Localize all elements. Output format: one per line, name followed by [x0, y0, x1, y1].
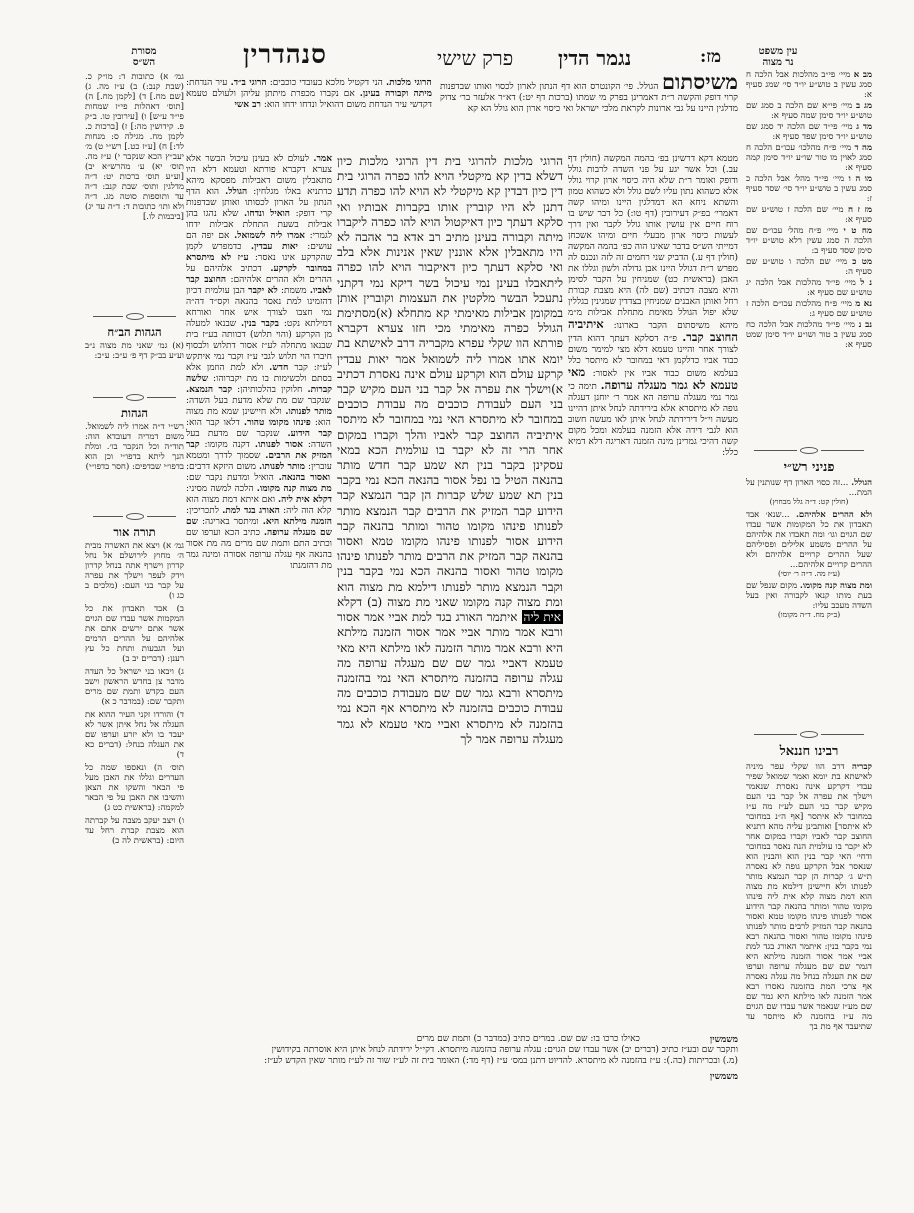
ein-entry-text: מיי׳ פי״ד מהלכות אבל הלכה כח סמג עשין ב טור ושו״ע יו״ד סימן שמט סעיף א:: [746, 320, 872, 350]
ein-entry-marker: מה ד: [854, 143, 872, 153]
rashi-dibbur-lead: הרוגי ב״ד.: [230, 78, 267, 88]
ornament-lens: [126, 313, 144, 320]
rashi-dibbur-text: הוא הדף הנתון על הארון לכסותו ואותן שבדפנות קרי דופק:: [186, 187, 332, 219]
rashi-dibbur: [235, 100, 261, 110]
tosafot-hat-lead: משיסתום: [661, 76, 738, 94]
gemara-highlighted-phrase: אית ליה: [523, 610, 561, 625]
ein-entry-marker: נב נ: [858, 320, 872, 330]
rashi-dibbur-text: שבנאו למעלה מן הקרקע (והוי תלוש) דכוותה בע״ז בית שבנאו מתחלה לע״ז אסור דתלוש ולבסוף חיברו הוי תלוש לגבי ע״ז וקבר נמי איתקש לע״ז: קבר: [186, 319, 332, 373]
rashi-dibbur-lead: האורג בגד למת.: [222, 506, 280, 516]
ein-entry-text: מיי׳ שם הלכה ו טוש״ע שם סעיף ה:: [746, 257, 872, 277]
ornament-lens: [126, 513, 144, 520]
hagahot-section: [85, 406, 184, 508]
rashi-dibbur-text: ולא חיישינן שמא מת מצוה הוא:: [186, 407, 331, 428]
hagahot-bach-text: (א) גמ׳ שאני מת מצוה נ״ב וע״ע בב״ק דף פ׳ ע״ב: ע״כ:: [85, 341, 184, 361]
tosafot-items: [568, 317, 738, 458]
rashi-dibbur-lead: שלשה קברות.: [186, 374, 332, 395]
peninei-entry-source: (ב״ק מח. ד״ה מקומו): [777, 610, 841, 619]
ein-mishpat-entry: [746, 278, 872, 298]
divider-ornament: [754, 447, 864, 454]
rashi-column: [186, 154, 332, 1026]
gemara-text-after: איתמר האורג בגד למת אביי אמר אסור ורבא אמר מותר אביי אמר אסור הזמנה מילתא היא ורבא אמר מותר הזמנה לאו מילתא היא מאי טעמא דאביי גמר שם שם מעגלה ערופה מה עגלה ערופה בהזמנה מיתסרא האי נמי בהזמנה מיתסרא ורבא גמר שם שם מעבודת כוכבים מה עבודת כוכבים בהזמנה לא מיתסרא אף הכא נמי בהזמנה לא מיתסרא ואביי מאי טעמא לא גמר מעגלה ערופה אמר לך: [337, 610, 563, 746]
peninei-entry-lead: ולא ההרים אלהיהם.: [795, 509, 872, 520]
ein-entry-text: מיי׳ פי״ד מהל׳ אבל הלכה כ סמג עשין ב טוש״ע יו״ד סי׳ שסד סעיף ז:: [746, 174, 872, 204]
ein-mishpat-header-line1: עין משפט: [758, 46, 798, 57]
ein-entry-text: מיי׳ פ״ח מהלכות עכו״ם הלכה ז טוש״ע שם סעיף ג:: [746, 299, 872, 319]
torah-or-title: תורה אור: [113, 525, 156, 539]
rashi-dibbur-text: אם יפה הם עושים:: [186, 231, 332, 252]
ein-mishpat-header-label: [750, 46, 806, 68]
ornament-lens: [800, 447, 818, 454]
torah-or-section: [85, 525, 184, 1011]
ein-entry-text: מיי׳ פי״ב מהלכות אבל הלכה ח סמג עשין ב טוש״ע יו״ד סי׳ שמג סעיף א:: [746, 70, 872, 100]
rashi-dibbur-text: עיר הנדחת:: [186, 78, 228, 88]
torah-or-entry: ג) ויבאו בני ישראל כל העדה מדבר צן בחדש הראשון וישב העם בקדש ותמת שם מרים ותקבר שם: (במדבר כ א): [85, 667, 184, 707]
rashi-dibbur-text: ולא למת הוזמן אלא בסתם ולכשימות בו מת יקברוהו:: [186, 363, 332, 384]
ein-mishpat-entry: [746, 174, 872, 204]
rashi-dibbur-lead: יאות עבדין.: [250, 242, 298, 252]
tosafot-dibbur-text: פ״ה דסלקא דעתך דהוא הדין לצורך אחר והיינו טעמא דלא מצי למימר משום כבוד אביו כדלקמן דאי במחובר לא מיתסר כלל בעלמא משום כבוד אביו אין לאסור:: [568, 334, 738, 379]
gemara-column: [337, 154, 563, 747]
peninei-rashi-section: [746, 459, 872, 726]
rashi-dibbur-lead: הזמנה מילתא היא.: [262, 517, 332, 527]
divider-ornament: [93, 394, 176, 401]
rashi-dibbur-lead: קבר הידוע.: [287, 429, 332, 439]
page-catchword: משמשין: [709, 1072, 738, 1082]
rabbeinu-chananel-lead: קבריה: [852, 762, 872, 772]
rashi-dibbur: [186, 89, 432, 110]
ein-entry-marker: מח ט י: [843, 226, 872, 236]
rashi-dibbur: [200, 440, 303, 450]
ein-entry-text: מיי׳ שם הלכה ז טוש״ע שם סעיף א:: [746, 205, 872, 225]
ornament-lens: [800, 731, 818, 738]
rashi-dibbur: [198, 517, 332, 527]
ein-entry-marker: מז ז ח: [847, 205, 872, 215]
rashi-dibbur-lead: קבר הנמצא.: [186, 385, 233, 395]
peninei-rashi-entries: [746, 478, 872, 726]
peninei-entry-lead: הגולל.: [851, 478, 872, 488]
rashi-dibbur: [186, 473, 330, 483]
rashi-dibbur-text: משמת:: [280, 286, 307, 296]
peninei-entry-source: (ע״ז מה. ד״ה ר׳ יוסי): [777, 568, 841, 578]
column-catchword: משמשין: [709, 1035, 738, 1045]
ein-mishpat-entry: [746, 320, 872, 350]
tosafot-dibbur-text: תימה כי גמר נמי מעגלה ערופה הא אמר ר׳ יוחנן דעגלה גופה לא מיתסרא אלא בירידתה לנחל איתן דהיינו מעשה וי״ל דירידתה לנחל איתן לאו מעשה חשוב הוא לגבי דידה אלא הזמנה בעלמא ומכל מקום קשה דהיכי גמרינן מינה הזמנה דאריגה דלא דמיא כלל:: [568, 382, 738, 458]
rashi-dibbur-lead: הואיל ונדחו.: [243, 209, 290, 219]
peninei-rashi-entry: [746, 478, 872, 507]
rashi-dibbur-lead: מת מצוה קנה מקומו.: [256, 484, 332, 494]
torah-or-entry: ד) והורדו זקני העיר ההוא את העגלה אל נחל איתן אשר לא יעבד בו ולא יזרע וערפו שם את העגלה בנחל: (דברים כא ד): [85, 710, 184, 760]
ein-mishpat-entry: [746, 226, 872, 256]
rashi-dibbur-lead: מותר לפנותו.: [258, 462, 306, 472]
rashi-dibbur-lead: פינהו מקומו טהור.: [243, 418, 311, 428]
rashi-dibbur-lead: קבר המזיק את הרבים.: [186, 440, 332, 461]
peninei-entry-text: מקום שנפל שם בעת מותו קנאו לקבורה ואין בעל השדה מעכב עליו:: [746, 581, 872, 611]
bottom-line-b: ותקבר שם ובע״ז כתיב (דברים יב) אשר עבדו שם הגוים: עגלה ערופה בהזמנה מיתסרא. דקי״ל ירידתה לנחל איתן היא אוסרתה בקידושין: [271, 1045, 738, 1055]
ein-mishpat-entry: [746, 101, 872, 121]
rashi-dibbur-text: שלא נהגו בהן אבילות בשעת התחלת אבילות ידחו לגמרי:: [186, 209, 332, 241]
rashi-dibbur-text: לעולם לא בעינן עיכול הבשר אלא צערא דקברא פורתא וטעמא דלא היו מתאבלין משום דאבילות מפסקא מיהא כדתניא באלו מגלחין:: [186, 154, 332, 197]
rashi-dibbur-text: כדמפרש לקמן שהקרקע אינו נאסר:: [186, 242, 332, 263]
ein-entry-text: מיי׳ פי״ד מהלכות אבל הלכה יג טוש״ע שם סעיף א:: [746, 278, 872, 298]
rashi-dibbur: [186, 462, 305, 472]
chapter-name: נגמר הדין: [558, 46, 632, 70]
daf-number: מז:: [700, 47, 722, 67]
rashi-dibbur-text: שסמוך לדרך ומטמא עוברין:: [186, 451, 332, 472]
divider-ornament: [93, 513, 176, 520]
hagahot-bach-section: [85, 325, 184, 389]
bottom-block: [186, 1034, 738, 1082]
masoret-header-line1: מסורת: [131, 46, 157, 57]
rashi-dibbur-lead: אמרו ליה לשמואל.: [234, 231, 305, 241]
rashi-dibbur-text: הואיל ומדעת נקבר שם:: [186, 473, 274, 483]
hagahot-text: רש״י ד״ה אמרו ליה לשמואל. משום דמריה דעובדא הוה: תוד״ה וכל הנקבר בו׳. ומלת הנך ליתא בדפו״י וכן הוא בדפו״י שבדפים: (חסר בדפו״י): [85, 422, 184, 472]
ein-entry-text: מיי׳ פ״ח מהל׳ עכו״ם שם הלכה ה סמג עשין רלא טוש״ע יו״ד סימן שסד סעיף ב:: [746, 226, 872, 256]
ein-entry-marker: נ ל: [860, 278, 872, 288]
rashi-dibbur-lead: לא יקבר: [248, 286, 278, 296]
rashi-dibbur-text: כתיב הכא וערפו שם וכתיב התם ותמת שם מרים מה מת אסור בהנאה אף עגלה ערופה אסורה ומינה גמר מת דהזמנתו: [186, 528, 332, 571]
ein-entry-marker: מט כ: [852, 257, 872, 267]
peninei-rashi-entry: [746, 510, 872, 579]
peninei-entry-text: ...זה כסוי הארון דף שנותנין על המת...: [746, 478, 872, 498]
tosafot-column: [568, 154, 738, 1026]
tosafot-hat: [440, 76, 738, 152]
rashi-dibbur-lead: רב אשי: [234, 100, 261, 110]
rashi-hat: [186, 78, 432, 152]
rashi-dibbur-lead: הרוגי מלכות.: [386, 78, 432, 88]
tractate-title: סנהדרין: [243, 40, 327, 70]
tosafot-dibbur: [568, 365, 738, 458]
rashi-dibbur: [186, 78, 267, 88]
ein-mishpat-header-line2: נר מצוה: [762, 57, 794, 68]
ein-mishpat-entry: [746, 257, 872, 277]
ein-entry-marker: מב א: [853, 70, 872, 80]
rashi-dibbur-lead: בקבר בנין.: [240, 319, 280, 329]
ein-entry-text: מיי׳ פ״ח מהלכו׳ עכו״ם הלכה ח סמג לאוין מו טור שו״ע יו״ד סימן קמה סעיף א:: [746, 143, 872, 173]
rashi-dibbur-lead: חדש.: [269, 363, 289, 373]
tosafot-dibbur-lead: איתיביה החוצב קבר.: [568, 317, 738, 344]
torah-or-entry: גמ׳ א) ויצא את האשרה מבית ה׳ מחוץ לירושלם אל נחל קדרון וישרף אתה בנחל קדרון וידק לעפר וישלך את עפרה על קבר בני העם: (מלכים ב כג ו): [85, 541, 184, 601]
rashi-dibbur-text: משום היזקא דרבים:: [186, 462, 256, 472]
rashi-dibbur-lead: שם שם מעגלה ערופה.: [186, 517, 332, 538]
rashi-dibbur-lead: הגולל.: [225, 187, 248, 197]
peninei-rashi-title: פניני רש״י: [783, 460, 835, 475]
peninei-entry-lead: ומת מצוה קנה מקומו.: [799, 581, 872, 591]
peninei-entry-text: ...שנא׳ אבד תאבדון את כל המקומות אשר עבדו שם הגוים וגו׳ ומה תאבדו את אלהיהם על ההרים משמע אלילים ופסיליהם שעל ההרים קרויים אלהיהם ולא ההרים קרויים אלהיהם...: [746, 509, 872, 570]
rashi-dibbur-lead: ואסור בהנאה.: [278, 473, 331, 483]
tosafot-hat-text: הגולל. פי׳ הקונטרס הוא דף הנתון לארון לכסוי ואותו שבדפנות קרוי דופק והקשה ר״ת דאמרינן בפרק מי שמתו (ברכות דף יט:) דא״ר אלעזר בר׳ צדוק מדלגין היינו על גבי ארונות לקראת מלכי ישראל ואי כיסוי ארון הוא גולל הא קא: [440, 82, 738, 114]
bottom-line-c: (מ.) ובכריתות (כה.): ע״ז בהזמנה לא מיתסרא. להדיוט דתנן במס׳ ע״ז (דף מד:) האומר בית זה לע״ז שור זה לע״ז מותר שאין הקדש לע״ז:: [264, 1056, 738, 1066]
ein-mishpat-entry: [746, 205, 872, 225]
rashi-dibbur-text: הלכה למשה מסיני:: [186, 484, 254, 494]
torah-or-entry: תוס׳ ה) ונאספו שמה כל העדרים וגללו את האבן מעל פי הבאר והשקו את הצאן והשיבו את האבן על פי הבאר למקמה: (בראשית כט ג): [85, 763, 184, 813]
rashi-dibbur: [186, 484, 332, 494]
rashi-dibbur-text: אם נקברו מכפרת מיתתן עליהן ולעולם טעמא דקדשי עיר הנדחת משום דהואיל ונדחו ידחו הוא:: [186, 89, 432, 110]
hagahot-bach-title: הגהות הב״ח: [107, 325, 162, 339]
rashi-dibbur-text: שנקבר שם מת שלא מדעת בעל השדה:: [186, 396, 331, 406]
rabbeinu-chananel-section: [746, 743, 872, 1092]
hagahot-title: הגהות: [121, 406, 148, 420]
rashi-dibbur-text: דכתיב אלהיהם על ההרים ולא ההרים אלהיהם:: [186, 264, 332, 285]
rashi-dibbur-lead: אסור לפנותו.: [254, 440, 303, 450]
ein-mishpat-entry: [746, 299, 872, 319]
bottom-line-a: כאילו כרכו בו: שם שם. במרים כתיב (במדבר כ) ותמת שם מרים: [416, 1034, 640, 1044]
ein-mishpat-entry: [746, 122, 872, 142]
ein-mishpat-entries: [746, 70, 872, 442]
rashi-dibbur: [186, 418, 311, 428]
peninei-rashi-entry: [746, 581, 872, 620]
rashi-dibbur-text: חלוקין בהלכותיהן:: [237, 385, 303, 395]
ein-entry-marker: נא מ: [855, 299, 872, 309]
ein-mishpat-entry: [746, 143, 872, 173]
rashi-dibbur-text: שנקבר שם מדעת בעל השדה:: [186, 429, 332, 450]
gemara-text-before: הרוגי מלכות להרוגי בית דין הרוגי מלכות כיון דשלא בדין קא מיקטלי הויא להו כפרה הרוגי בית דין כיון דבדין קא מיקטלי לא הויא להו כפרה תדע דתנן לא היו קוברין אותו בקברות אבותיו ואי סלקא דעתך כיון דאיקטול הויא להו כפרה ליקברו מיתה וקבורה בעינן מתיב רב אדא בר אהבה לא היו מתאבלין אלא אוננין שאין אנינות אלא בלב ואי סלקא דעתך כיון דאיקבור הויא להו כפרה ליתאבלו בעינן נמי עיכול בשר דיקא נמי דקתני נתעכל הבשר מלקטין את העצמות וקוברין אותן במקומן אבילות מאימתי קא מתחלא (א)מסתימת הגולל כפרה מאימתי מכי חזו צערא דקברא פורתא הוו שקלי עפרא מקבריה דרב לאישתא בת יומא אתו אמרו ליה לשמואל אמר יאות עבדין קרקע עולם הוא וקרקע עולם אינה נאסרת דכתיב א)וישלך את עפרה אל קבר בני העם מקיש קבר בני העם לעבודת כוכבים מה עבודת כוכבים במחובר לא מיתסרא האי נמי במחובר לא מיתסר איתיביה החוצב קבר לאביו והלך וקברו במקום אחר הרי זה לא יקבר בו עולמית הכא במאי עסקינן בקבר בנין תא שמע קבר חדש מותר בהנאה הטיל בו נפל אסור בהנאה הכא נמי בקבר בנין תא שמע שלש קברות הן קבר הנמצא קבר הידוע קבר המזיק את הרבים קבר הנמצא מותר לפנותו פינהו מקומו טהור ומותר בהנאה קבר הידוע אסור לפנותו פינהו מקומו טמא ואסור בהנאה קבר המזיק את הרבים מותר לפנותו פינהו מקומו טהור ואסור בהנאה הכא נמי בקבר בנין וקבר הנמצא מותר לפנותו דילמא מת מצוה הוא ומת מצוה קנה מקומו שאני מת מצוה (ב) דקלא: [337, 154, 563, 609]
ein-entry-text: מיי׳ פי״א שם הלכה ב סמג שם טוש״ע יו״ד סימן שמה סעיף א:: [746, 101, 872, 121]
rabbeinu-chananel-text: [746, 762, 872, 1092]
ein-entry-marker: מד ג: [856, 122, 872, 132]
rashi-dibbur-text: הבן עולמית דכיון דהזמינו למת נאסר בהנאה וקס״ד דה״ה נמי חצבו לצורך איש אחר ואורחא דמילתא נקט:: [186, 286, 332, 329]
ein-mishpat-entry: [746, 70, 872, 100]
rashi-dibbur-text: דלאו קבר הוא:: [186, 418, 240, 428]
masoret-hashas-header-label: [118, 46, 170, 68]
peninei-entry-source: (חולין קט: ד״ה גלל מבחוץ): [769, 497, 849, 506]
torah-or-entry: ב) אבד תאבדון את כל המקמות אשר עבדו שם הגוים אשר אתם ירשים אתם את אלהיהם על ההרים הרמים ועל הגבעות ותחת כל עץ רענן: (דברים יב ב): [85, 604, 184, 664]
chapter-number: פרק שישי: [437, 46, 514, 70]
tosafot-dibbur-lead: מאי טעמא לא גמר מעגלה ערופה.: [568, 365, 738, 392]
ornament-lens: [126, 394, 144, 401]
ein-entry-text: מיי׳ פי״ד שם הלכה יד סמג שם טוש״ע יו״ד סימן שפד סעיף א:: [746, 122, 872, 142]
rashi-dibbur-text: לתכריכין:: [186, 506, 219, 516]
masoret-hashas-text: גמ׳ א) כתובות ד: מו״ק כ. (שבת קנב:) ב) ע״ז מה. ג) [שם מח.] ד) [לקמן מח.] ה) [תוס׳ דאהלות פי״ז שמחות פי״ד ע״ש] ו) [עירובין טו. ב״ק פ. קידושין מה:] ז) [ברכות כ. לקמן מח. מגילה ס: מנחות לד:] ח) [ע״ז כט.] רש״י ט) מ׳ יעב״ץ הכא שנקבר י) ע״ז מה. תוס׳ יא) ע׳ מהרש״א יב) [וע״ע תוס׳ ברכות יט: ד״ה מדלגין ותוס׳ שבת קנב: ד״ה עד ותוספות סוטה מג. ד״ה ולא ותו׳ כתובות ד: ד״ה עד יג) [ביבמות לו.]: [85, 72, 184, 222]
divider-ornament: [93, 313, 176, 320]
rashi-dibbur-text: דקנה מקומו:: [204, 440, 250, 450]
rabbeinu-chananel-body: דרב הוו שקלי עפר מיניה לאישתא בת יומא ואמר שמואל שפיר עבדי דקרקע אינה נאסרת שנאמר וישלך את עפרה אל קבר בני העם מקיש קבר בני העם לע״ז מה ע״ז במחובר לא איתסר [אף ה״נ במחובר לא איתסר] ואותבינן עליה מהא דתניא החוצב קבר לאביו וקברו במקום אחר לא יקבר בו עולמית הנה נאסר במחובר ודחי׳ האי קבר בנין הוא והבנין הוא שנאסר אבל הקרקע גופה לא נאסרה ת״ש ג׳ קברות הן קבר הנמצא מותר לפנותו ולא חיישינן דילמא מת מצוה הוא דמת מצוה קלא אית ליה פינהו מקומו טהור ומותר בהנאה קבר הידוע אסור לפנותו פינהו מקומו טמא ואסור בהנאה קבר המזיק לרבים מותר לפנותו פינהו מקומו טהור ואסור בהנאה רבא נמי בקבר בנין: איתמר האורג בגד למת אביי אמר אסור הזמנה מילתא היא דגמר שם שם מעגלה ערופה וערפו שם את העגלה בנחל מה עגלה נאסרה אף צרכי המת בהזמנה נאסרו רבא אמר הזמנה לאו מילתא היא גמר שם שם מע״ז שנאמר אשר עבדו שם הגוים מה ע״ז בהזמנה לא מיתסר עד שתיעבד אף מת בך: [746, 762, 872, 1032]
rashi-dibbur-lead: ע״ז לא מיתסרא במחובר לקרקע.: [186, 253, 332, 274]
torah-or-entry: ו) ויצב יעקב מצבה על קברתה הוא מצבת קברת רחל עד היום: (בראשית לה כ): [85, 816, 184, 846]
rashi-dibbur-lead: מותר לפנותו.: [285, 407, 332, 417]
rashi-dibbur-lead: החוצב קבר לאביו.: [186, 275, 332, 296]
ein-entry-marker: מג ב: [856, 101, 872, 111]
rashi-dibbur: [186, 506, 280, 516]
rashi-dibbur-lead: מיתה וקבורה בעינן.: [359, 89, 432, 99]
rashi-dibbur-text: ואם איתא דמת מצוה הוא קלא הוה ליה:: [186, 495, 332, 516]
rashi-dibbur-text: ומיתסר באריגה:: [202, 517, 259, 527]
left-margin-column: [85, 72, 184, 1072]
bottom-catchword-row: [186, 1034, 738, 1045]
right-margin-column: [746, 70, 872, 1105]
rashi-dibbur-text: הני דקטיל מלכא בעובדי כוכבים:: [269, 78, 383, 88]
ein-entry-marker: מו ה ו: [848, 174, 872, 184]
rabbeinu-chananel-title: רבינו חננאל: [779, 744, 839, 759]
rashi-dibbur-lead: אמר.: [313, 154, 332, 164]
torah-or-entries: [85, 541, 184, 1011]
rashi-dibbur: [267, 78, 432, 88]
divider-ornament: [754, 731, 864, 738]
tosafot-continuation: מטמא דקא דרשינן בפ׳ בהמה המקשה (חולין דף עב.) וכל אשר יגע על פני השדה לרבות גולל ודופק ואומר ר״ת שלא היה כיסוי ארון קרוי גולל אלא כשהוא נתון עליו לשם גולל ולא כשהוא טמון והשתא ניחא הא דמדלגין היינו ומיהו קשה דאמרי׳ בפ״ק דעירובין (דף טו:) כל דבר שיש בו רוח חיים אין עושין אותו גולל לקבר ואין דרך לעשות כיסוי ארון מבעלי חיים ומיהו אשכחן דמייתי הש״ס בדבר שאינו הוה כפ׳ בהמה המקשה (חולין דף ע.) הדביק שני רחמים זה לזה ונכנס לה מפרש ר״ת דגולל היינו אבן גדולה ולשון וגללו את האבן (בראשית כט) שמניחין על הקבר לסימן והיא מצבה דכתיב (שם לה) היא מצבת קבורת רחל ואותן האבנים שמניחין בצדדין שמגינין בגללין שלא יפול הגולל מאימת מתחלת אבילות מ״מ מיהא משיסתום הקבר בארונו:: [568, 154, 738, 331]
masoret-header-line2: הש״ס: [132, 57, 156, 68]
rashi-dibbur-lead: דקלא אית ליה.: [278, 495, 332, 505]
